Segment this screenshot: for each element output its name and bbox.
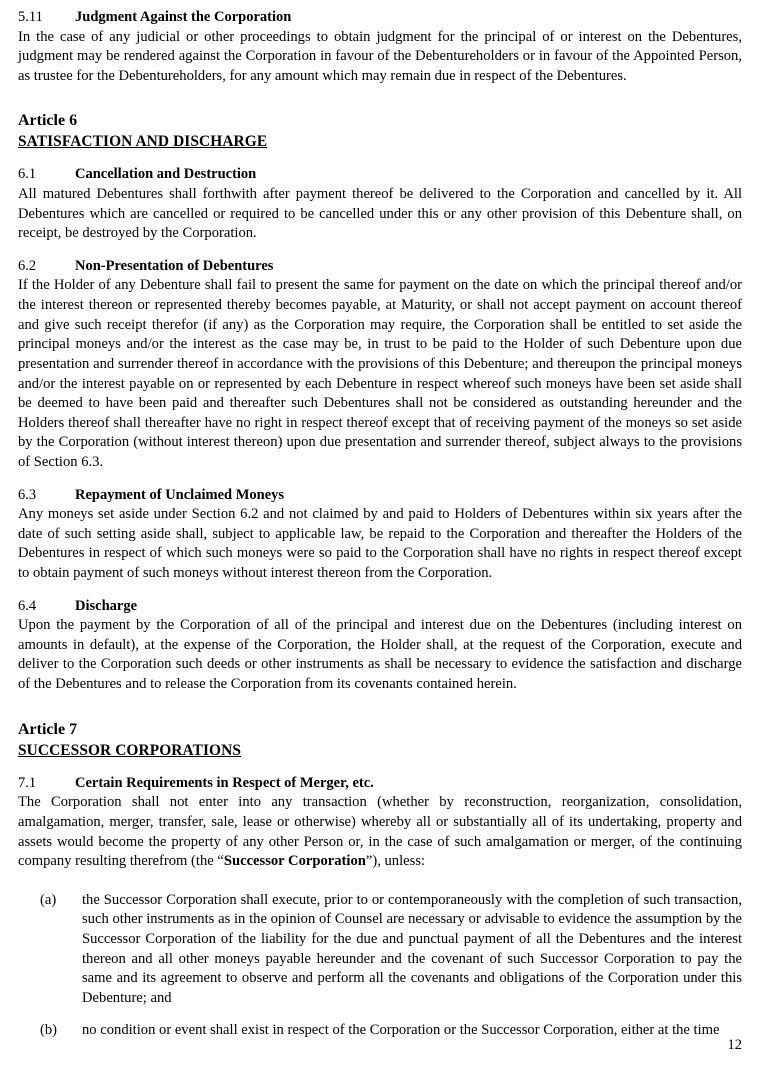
- section-body-part-1: The Corporation shall not enter into any transaction (whether by reconstruction, reorganization, consolidation, amalgamation, merger, transfer, sale, lease or otherwise) whereby all or substantially all of its undertaking, property and assets would become the property of any other Person or, in the case of such amalgamation or merger, of the continuing company resulting therefrom (the “: [18, 794, 742, 870]
- article-7-header: [18, 721, 742, 760]
- section-title: Non-Presentation of Debentures: [75, 257, 274, 274]
- section-6-4: [18, 597, 742, 695]
- section-heading: [18, 597, 742, 616]
- list-item: [18, 891, 742, 1009]
- section-number: 6.3: [18, 486, 37, 503]
- section-title: Cancellation and Destruction: [75, 166, 257, 183]
- list-item-text: no condition or event shall exist in respect of the Corporation or the Successor Corporation, either at the time: [82, 1021, 720, 1038]
- section-title: Certain Requirements in Respect of Merger, etc.: [75, 774, 374, 791]
- section-number: 6.1: [18, 166, 37, 183]
- list-marker: (a): [40, 891, 57, 908]
- section-body: Any moneys set aside under Section 6.2 and not claimed by and paid to Holders of Debentures within six years after the date of such setting aside shall, subject to applicable law, be repaid to the Corporation and thereafter the Holders of the Debentures in respect of which such moneys were so paid to the Corporation shall have no rights in respect thereof except to obtain payment of such moneys without interest thereon from the Corporation.: [18, 506, 742, 582]
- section-body: [18, 793, 742, 872]
- defined-term: Successor Corporation: [223, 853, 366, 870]
- article-title: SUCCESSOR CORPORATIONS: [18, 741, 241, 759]
- section-body: If the Holder of any Debenture shall fail to present the same for payment on the date on which the principal thereof and/or the interest thereon or represented thereby becomes payable, at Maturity, or shall not accept payment on account thereof and give such receipt therefor (if any) as the Corporation may require, the Corporation shall be entitled to set aside the principal moneys and/or the interest as the case may be, in trust to be paid to the Holder of such Debenture upon due presentation and surrender thereof in accordance with the provisions of this Debenture; and thereupon the principal moneys and/or the interest payable on or represented by each Debenture in respect whereof such moneys have been set aside shall be deemed to have been paid and thereafter such Debentures shall not be considered as outstanding hereunder and the Holders thereof shall thereafter have no right in respect thereof except that of receiving payment of the moneys so set aside by the Corporation (without interest thereon) upon due presentation and surrender thereof, subject always to the provisions of Section 6.3.: [18, 277, 742, 471]
- section-number: 7.1: [18, 774, 37, 791]
- article-title: SATISFACTION AND DISCHARGE: [18, 133, 268, 151]
- section-body: In the case of any judicial or other proceedings to obtain judgment for the principal of or interest on the Debentures, judgment may be rendered against the Corporation in favour of the Debentureholders or in favour of the Appointed Person, as trustee for the Debentureholders, for any amount which may remain due in respect of the Debentures.: [18, 28, 742, 84]
- section-number: 6.4: [18, 597, 37, 614]
- section-body-part-2: ”), unless:: [365, 853, 426, 870]
- section-5-11: [18, 8, 742, 86]
- list-marker: (b): [40, 1021, 58, 1038]
- page-number: 12: [727, 1037, 742, 1054]
- section-6-1: [18, 165, 742, 243]
- section-title: Discharge: [75, 597, 138, 614]
- section-7-1: [18, 774, 742, 872]
- section-number: 6.2: [18, 257, 37, 274]
- section-body: Upon the payment by the Corporation of all of the principal and interest due on the Debentures (including interest on amounts in default), at the expense of the Corporation, the Holder shall, at the request of the Corporation, execute and deliver to the Corporation such deeds or other instruments as shall be necessary to evidence the satisfaction and discharge of the Debentures and to release the Corporation from its covenants contained herein.: [18, 617, 742, 693]
- article-6-header: [18, 112, 742, 151]
- section-number: 5.11: [18, 9, 43, 25]
- article-label: Article 6: [18, 112, 78, 130]
- section-heading: [18, 257, 742, 276]
- section-heading: [18, 165, 742, 184]
- section-heading: [18, 774, 742, 793]
- section-6-3: [18, 486, 742, 584]
- section-body: All matured Debentures shall forthwith after payment thereof be delivered to the Corporation and cancelled by it. All Debentures which are cancelled or required to be cancelled under this or any other provision of this Debenture shall, on receipt, be destroyed by the Corporation.: [18, 185, 742, 242]
- section-title: Judgment Against the Corporation: [75, 9, 292, 25]
- section-6-2: [18, 257, 742, 473]
- section-heading: [18, 8, 742, 27]
- article-label: Article 7: [18, 720, 78, 738]
- list-item: [18, 1021, 742, 1041]
- section-title: Repayment of Unclaimed Moneys: [75, 486, 285, 503]
- list-item-text: the Successor Corporation shall execute, prior to or contemporaneously with the completion of such transaction, such other instruments as in the opinion of Counsel are necessary or advisable to evidence the assumption by the Successor Corporation of the liability for the due and punctual payment of all the Debentures and the interest thereon and all other moneys payable hereunder and the covenant of such Successor Corporation to pay the same and its agreement to observe and perform all the covenants and obligations of the Corporation under this Debenture; and: [82, 891, 742, 1006]
- section-heading: [18, 486, 742, 505]
